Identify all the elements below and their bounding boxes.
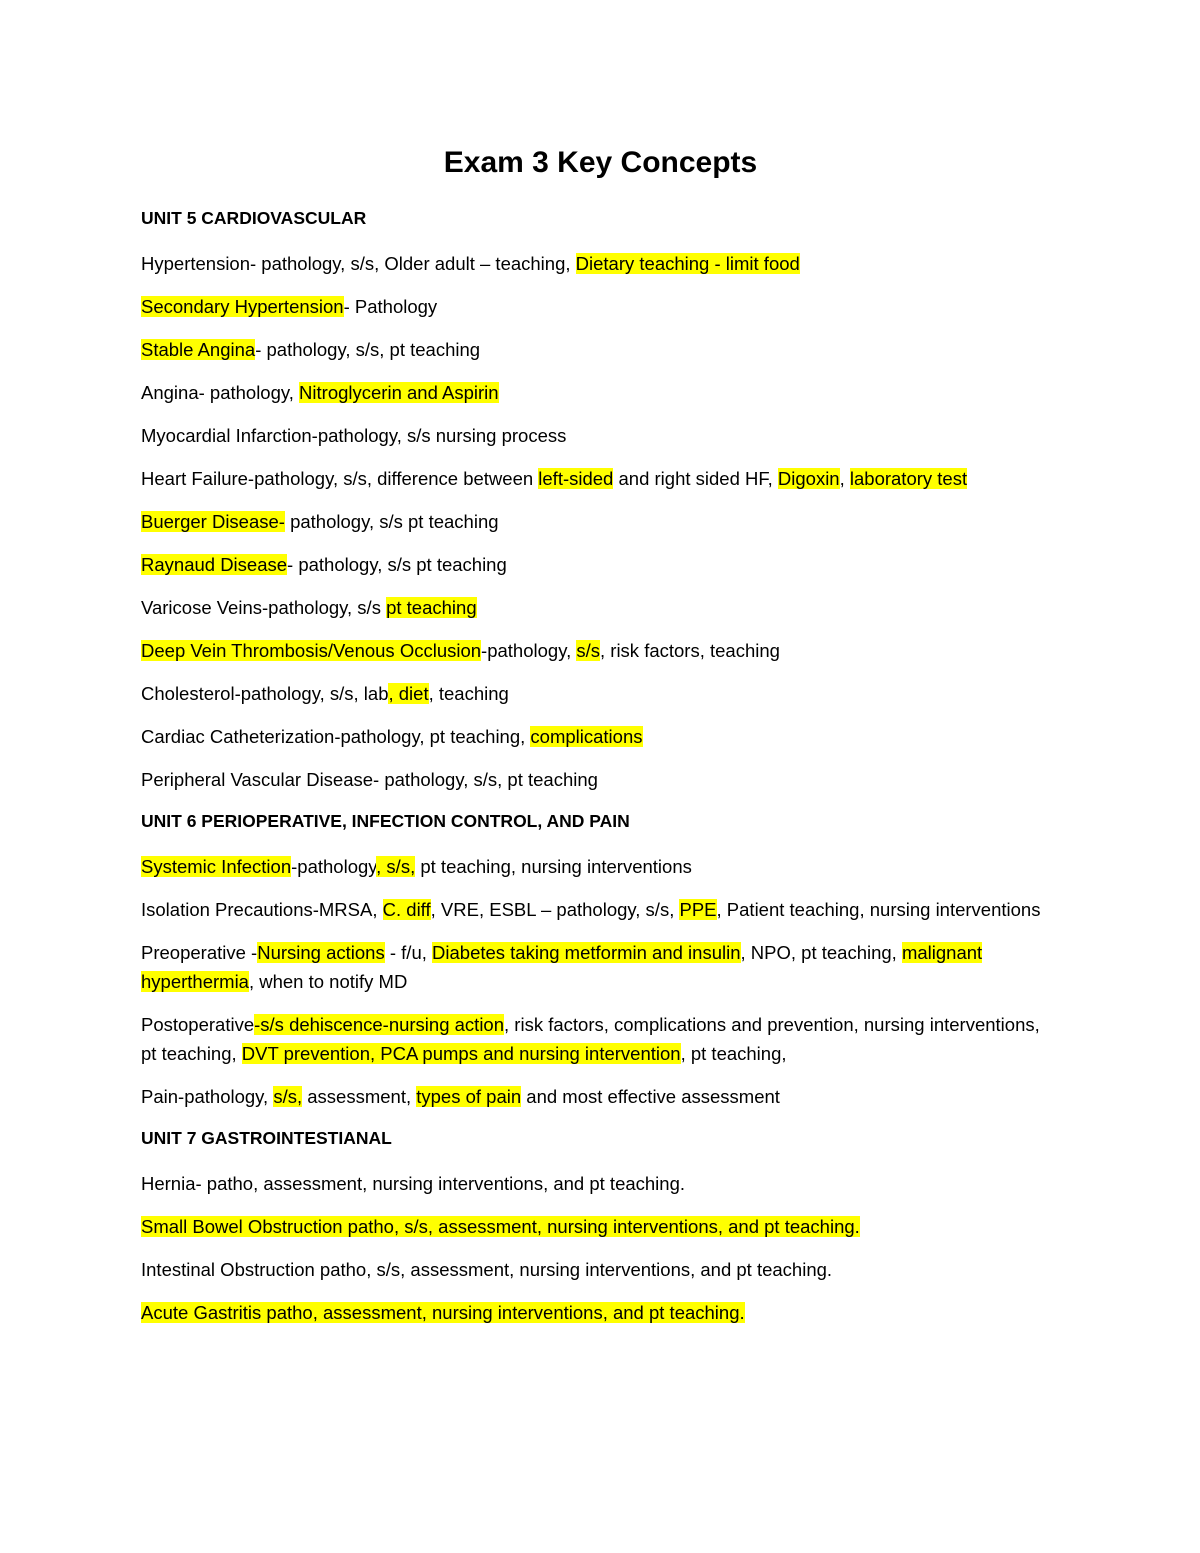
concept-item xyxy=(141,1169,1060,1198)
highlighted-text: Buerger Disease- xyxy=(141,511,285,532)
item-text: , risk factors, teaching xyxy=(600,640,780,661)
concept-item xyxy=(141,464,1060,493)
highlighted-text: s/s xyxy=(576,640,600,661)
highlighted-text: malignant hyperthermia xyxy=(141,942,983,992)
item-text: Hernia- patho, assessment, nursing interventions, and pt teaching. xyxy=(141,1173,686,1194)
highlighted-text: C. diff xyxy=(382,899,431,920)
concept-item xyxy=(141,679,1060,708)
item-text: - pathology, s/s, pt teaching xyxy=(255,339,481,360)
item-text: - pathology, s/s pt teaching xyxy=(287,554,507,575)
highlighted-text: DVT prevention, PCA pumps and nursing intervention xyxy=(241,1043,681,1064)
concept-item xyxy=(141,507,1060,536)
concept-item xyxy=(141,852,1060,881)
section-heading: UNIT 7 GASTROINTESTIANAL xyxy=(141,1128,392,1148)
item-text: and most effective assessment xyxy=(521,1086,780,1107)
item-text: Intestinal Obstruction patho, s/s, assessment, nursing interventions, and pt teaching. xyxy=(141,1259,833,1280)
item-text: , xyxy=(839,468,850,489)
item-text: pt teaching, nursing interventions xyxy=(415,856,692,877)
item-text: - f/u, xyxy=(384,942,433,963)
item-text: Peripheral Vascular Disease- pathology, s/s, pt teaching xyxy=(141,769,598,790)
item-text: , risk factors, complications and prevention, nursing interventions, pt teaching, xyxy=(141,1014,1040,1064)
highlighted-text: complications xyxy=(530,726,643,747)
highlighted-text: left-sided xyxy=(538,468,614,489)
item-text: Angina- pathology, xyxy=(141,382,300,403)
highlighted-text: Stable Angina xyxy=(141,339,256,360)
concept-item xyxy=(141,722,1060,751)
item-text: , NPO, pt teaching, xyxy=(740,942,902,963)
highlighted-text: types of pain xyxy=(416,1086,522,1107)
highlighted-text: Diabetes taking metformin and insulin xyxy=(432,942,741,963)
item-text: Myocardial Infarction-pathology, s/s nursing process xyxy=(141,425,567,446)
highlighted-text: laboratory test xyxy=(849,468,968,489)
highlighted-text: Dietary teaching - limit food xyxy=(575,253,800,274)
concept-item xyxy=(141,1255,1060,1284)
item-text: pathology, s/s pt teaching xyxy=(284,511,499,532)
highlighted-text: Small Bowel Obstruction patho, s/s, assessment, nursing interventions, and pt teaching. xyxy=(141,1216,860,1237)
highlighted-text: Acute Gastritis patho, assessment, nursing interventions, and pt teaching. xyxy=(141,1302,745,1323)
concept-item xyxy=(141,1010,1060,1068)
highlighted-text: -s/s dehiscence-nursing action xyxy=(254,1014,505,1035)
concept-item xyxy=(141,550,1060,579)
item-text: Isolation Precautions-MRSA, xyxy=(141,899,383,920)
concept-item xyxy=(141,421,1060,450)
item-text: Preoperative - xyxy=(141,942,258,963)
page-title: Exam 3 Key Concepts xyxy=(443,146,758,179)
concept-item xyxy=(141,895,1060,924)
highlighted-text: s/s, xyxy=(273,1086,303,1107)
item-text: , teaching xyxy=(428,683,509,704)
item-text: Cholesterol-pathology, s/s, lab xyxy=(141,683,389,704)
item-text: , when to notify MD xyxy=(248,971,408,992)
item-text: Hypertension- pathology, s/s, Older adult – teaching, xyxy=(141,253,576,274)
highlighted-text: Secondary Hypertension xyxy=(141,296,344,317)
concept-item xyxy=(141,593,1060,622)
highlighted-text: , s/s, xyxy=(376,856,416,877)
item-text: assessment, xyxy=(302,1086,417,1107)
item-text: Varicose Veins-pathology, s/s xyxy=(141,597,387,618)
item-text: , VRE, ESBL – pathology, s/s, xyxy=(430,899,680,920)
concept-item xyxy=(141,938,1060,996)
item-text: and right sided HF, xyxy=(613,468,778,489)
highlighted-text: Nitroglycerin and Aspirin xyxy=(299,382,499,403)
item-text: Pain-pathology, xyxy=(141,1086,274,1107)
item-text: - Pathology xyxy=(343,296,438,317)
concept-item xyxy=(141,292,1060,321)
highlighted-text: Systemic Infection xyxy=(141,856,292,877)
item-text: Cardiac Catheterization-pathology, pt teaching, xyxy=(141,726,531,747)
concept-item xyxy=(141,765,1060,794)
concept-item xyxy=(141,636,1060,665)
item-text: -pathology, xyxy=(481,640,577,661)
concept-item xyxy=(141,1212,1060,1241)
concept-item xyxy=(141,378,1060,407)
item-text: , Patient teaching, nursing interventions xyxy=(716,899,1041,920)
item-text: -pathology xyxy=(291,856,377,877)
concept-item xyxy=(141,1298,1060,1327)
highlighted-text: Nursing actions xyxy=(257,942,385,963)
concept-item xyxy=(141,335,1060,364)
highlighted-text: , diet xyxy=(388,683,429,704)
document-body xyxy=(141,205,1060,1327)
item-text: Heart Failure-pathology, s/s, difference between xyxy=(141,468,539,489)
section-heading: UNIT 6 PERIOPERATIVE, INFECTION CONTROL, AND PAIN xyxy=(141,811,630,831)
highlighted-text: PPE xyxy=(679,899,717,920)
item-text: , pt teaching, xyxy=(680,1043,787,1064)
item-text: Postoperative xyxy=(141,1014,255,1035)
section-heading: UNIT 5 CARDIOVASCULAR xyxy=(141,208,367,228)
highlighted-text: Raynaud Disease xyxy=(141,554,288,575)
highlighted-text: Digoxin xyxy=(777,468,840,489)
highlighted-text: pt teaching xyxy=(386,597,477,618)
concept-item xyxy=(141,1082,1060,1111)
highlighted-text: Deep Vein Thrombosis/Venous Occlusion xyxy=(141,640,482,661)
concept-item xyxy=(141,249,1060,278)
